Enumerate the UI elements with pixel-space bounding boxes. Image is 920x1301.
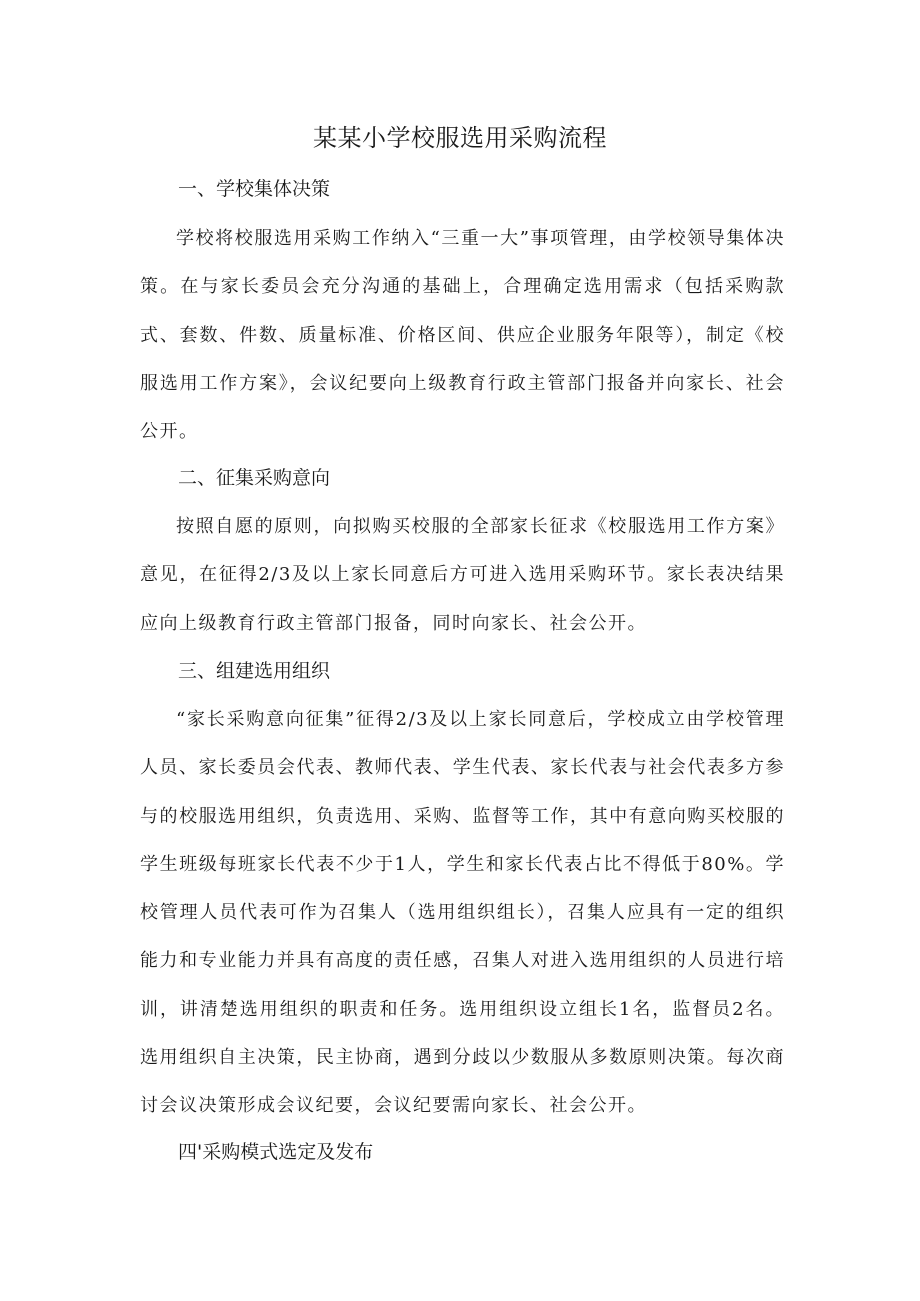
section-body-2: 按照自愿的原则，向拟购买校服的全部家长征求《校服选用工作方案》意见，在征得2/3及以上家长同意后方可进入选用采购环节。家长表决结果应向上级教育行政主管部门报备，同时向家长、社会公开。	[140, 516, 785, 634]
section-body-1: 学校将校服选用采购工作纳入“三重一大”事项管理，由学校领导集体决策。在与家长委员会充分沟通的基础上，合理确定选用需求（包括采购款式、套数、件数、质量标准、价格区间、供应企业服务年限等），制定《校服选用工作方案》，会议纪要向上级教育行政主管部门报备并向家长、社会公开。	[140, 228, 785, 443]
section-heading-2: 二、征集采购意向	[178, 467, 331, 489]
section-heading-4: 四'采购模式选定及发布	[178, 1141, 374, 1163]
section-heading-3: 三、组建选用组织	[178, 660, 331, 682]
section-heading-1: 一、学校集体决策	[178, 178, 331, 200]
section-body-3: “家长采购意向征集”征得2/3及以上家长同意后，学校成立由学校管理人员、家长委员会代表、教师代表、学生代表、家长代表与社会代表多方参与的校服选用组织，负责选用、采购、监督等工作，其中有意向购买校服的学生班级每班家长代表不少于1人，学生和家长代表占比不得低于80%。学校管理人员代表可作为召集人（选用组织组长），召集人应具有一定的组织能力和专业能力并具有高度的责任感，召集人对进入选用组织的人员进行培训，讲清楚选用组织的职责和任务。选用组织设立组长1名，监督员2名。选用组织自主决策，民主协商，遇到分歧以少数服从多数原则决策。每次商讨会议决策形成会议纪要，会议纪要需向家长、社会公开。	[140, 709, 785, 1117]
document-title: 某某小学校服选用采购流程	[313, 124, 607, 152]
